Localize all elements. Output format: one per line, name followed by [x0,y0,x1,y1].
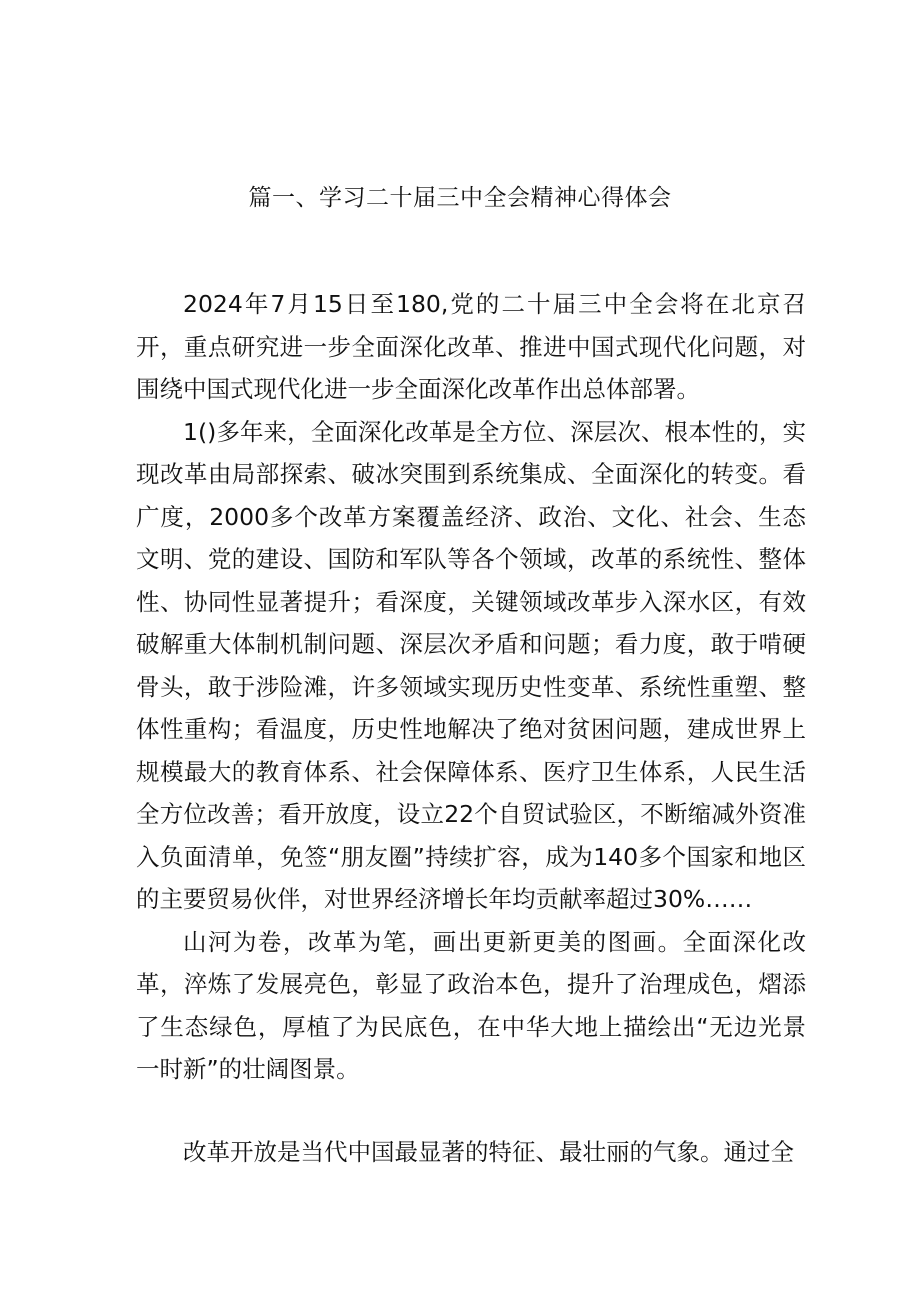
paragraph-4: 改革开放是当代中国最显著的特征、最壮丽的气象。通过全 [183,1137,794,1166]
paragraph-3: 山河为卷，改革为笔，画出更新更美的图画。全面深化改革，淬炼了发展亮色，彰显了政治本色，提升了治理成色，熠添了生态绿色，厚植了为民底色，在中华大地上描绘出“无边光景一时新”的壮阔图景。 [136,927,806,1083]
document-title: 篇一、学习二十届三中全会精神心得体会 [248,185,672,211]
paragraph-2: 1()多年来，全面深化改革是全方位、深层次、根本性的，实现改革由局部探索、破冰突围到系统集成、全面深化的转变。看广度，2000多个改革方案覆盖经济、政治、文化、社会、生态文明、党的建设、国防和军队等各个领域，改革的系统性、整体性、协同性显著提升；看深度，关键领域改革步入深水区，有效破解重大体制机制问题、深层次矛盾和问题；看力度，敢于啃硬骨头，敢于涉险滩，许多领域实现历史性变革、系统性重塑、整体性重构；看温度，历史性地解决了绝对贫困问题，建成世界上规模最大的教育体系、社会保障体系、医疗卫生体系，人民生活全方位改善；看开放度，设立22个自贸试验区，不断缩减外资准入负面清单，免签“朋友圈”持续扩容，成为140多个国家和地区的主要贸易伙伴，对世界经济增长年均贡献率超过30%…… [136,417,806,913]
document-body [136,283,806,1173]
paragraph-1: 2024年7月15日至180,党的二十届三中全会将在北京召开，重点研究进一步全面深化改革、推进中国式现代化问题，对围绕中国式现代化进一步全面深化改革作出总体部署。 [136,290,806,403]
